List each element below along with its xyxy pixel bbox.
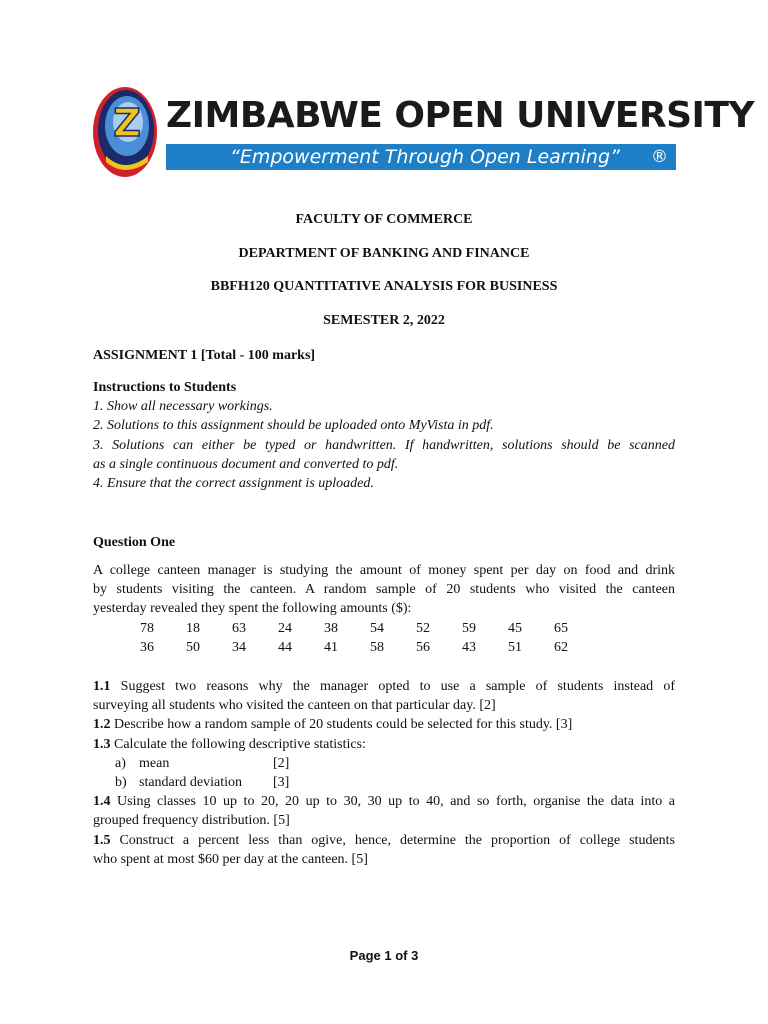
university-name: ZIMBABWE OPEN UNIVERSITY — [166, 95, 755, 136]
question-text: Calculate the following descriptive statistics: — [110, 736, 366, 752]
department-title: DEPARTMENT OF BANKING AND FINANCE — [238, 246, 530, 261]
question-text: grouped frequency distribution. [5] — [93, 813, 290, 829]
faculty-title: FACULTY OF COMMERCE — [295, 212, 473, 227]
question-one-intro — [93, 561, 675, 619]
instruction-item: as a single continuous document and converted to pdf. — [93, 456, 399, 472]
table-cell: 56 — [416, 640, 430, 656]
question-text: surveying all students who visited the canteen on that particular day. [2] — [93, 698, 496, 714]
table-row — [126, 619, 600, 638]
question-1-2 — [93, 715, 675, 734]
table-cell: 41 — [324, 640, 338, 656]
question-text: Construct a percent less than ogive, hence, determine the proportion of college students — [110, 832, 675, 848]
instructions-heading: Instructions to Students — [93, 380, 237, 395]
question-text: Using classes 10 up to 20, 20 up to 30, 30 up to 40, and so forth, organise the data into a — [110, 794, 675, 810]
zou-emblem-icon — [92, 86, 158, 178]
table-cell: 45 — [508, 620, 522, 636]
sub-questions — [93, 677, 675, 869]
table-cell: 78 — [140, 620, 154, 636]
table-cell: 65 — [554, 620, 568, 636]
assignment-title: ASSIGNMENT 1 [Total - 100 marks] — [93, 348, 316, 363]
university-slogan: “Empowerment Through Open Learning” — [230, 146, 620, 168]
instruction-item: 1. Show all necessary workings. — [93, 399, 273, 415]
semester-title: SEMESTER 2, 2022 — [323, 313, 445, 328]
slogan-band — [166, 144, 676, 170]
question-text: who spent at most $60 per day at the canteen. [5] — [93, 851, 368, 867]
table-cell: 38 — [324, 620, 338, 636]
spending-data-table — [126, 619, 600, 658]
question-1-1 — [93, 677, 675, 696]
sub-item-a — [93, 754, 675, 773]
instruction-item: 4. Ensure that the correct assignment is uploaded. — [93, 476, 374, 492]
course-title: BBFH120 QUANTITATIVE ANALYSIS FOR BUSINESS — [210, 279, 558, 294]
sub-letter: a) — [115, 755, 126, 771]
university-logo — [92, 86, 755, 178]
question-1-5 — [93, 831, 675, 850]
table-cell: 51 — [508, 640, 522, 656]
question-label: 1.3 — [93, 736, 111, 752]
table-cell: 24 — [278, 620, 292, 636]
question-label: 1.1 — [93, 679, 111, 694]
table-row — [126, 638, 600, 657]
intro-line: yesterday revealed they spent the following amounts ($): — [93, 601, 412, 617]
instructions-block — [93, 378, 675, 493]
sub-item-b — [93, 773, 675, 792]
table-cell: 43 — [462, 640, 476, 656]
emblem-letter: Z — [113, 101, 141, 145]
sub-marks: [2] — [273, 755, 290, 771]
sub-text: mean — [139, 755, 170, 771]
table-cell: 63 — [232, 620, 246, 636]
question-one-heading: Question One — [93, 535, 176, 550]
table-cell: 18 — [186, 620, 200, 636]
question-1-3 — [93, 735, 675, 754]
question-text: Suggest two reasons why the manager opted to use a sample of students instead of — [110, 679, 675, 694]
intro-line: A college canteen manager is studying the amount of money spent per day on food and drink — [93, 563, 675, 578]
table-cell: 34 — [232, 640, 246, 656]
sub-marks: [3] — [273, 775, 290, 791]
table-cell: 36 — [140, 640, 154, 656]
sub-text: standard deviation — [139, 775, 243, 791]
page-number: Page 1 of 3 — [349, 948, 419, 963]
question-label: 1.2 — [93, 717, 111, 733]
sub-letter: b) — [115, 775, 127, 791]
instruction-item: 3. Solutions can either be typed or handwritten. If handwritten, solutions should be scanned — [93, 437, 675, 453]
question-label: 1.5 — [93, 832, 111, 848]
table-cell: 62 — [554, 640, 568, 656]
question-text: Describe how a random sample of 20 students could be selected for this study. [3] — [110, 717, 573, 733]
instruction-item: 2. Solutions to this assignment should be uploaded onto MyVista in pdf. — [93, 418, 494, 434]
table-cell: 59 — [462, 620, 476, 636]
table-cell: 52 — [416, 620, 430, 636]
table-cell: 54 — [370, 620, 384, 636]
table-cell: 58 — [370, 640, 384, 656]
question-1-4 — [93, 792, 675, 811]
registered-mark: ® — [651, 147, 668, 167]
question-label: 1.4 — [93, 794, 111, 810]
table-cell: 44 — [278, 640, 292, 656]
intro-line: by students visiting the canteen. A random sample of 20 students who visited the canteen — [93, 582, 675, 598]
table-cell: 50 — [186, 640, 200, 656]
